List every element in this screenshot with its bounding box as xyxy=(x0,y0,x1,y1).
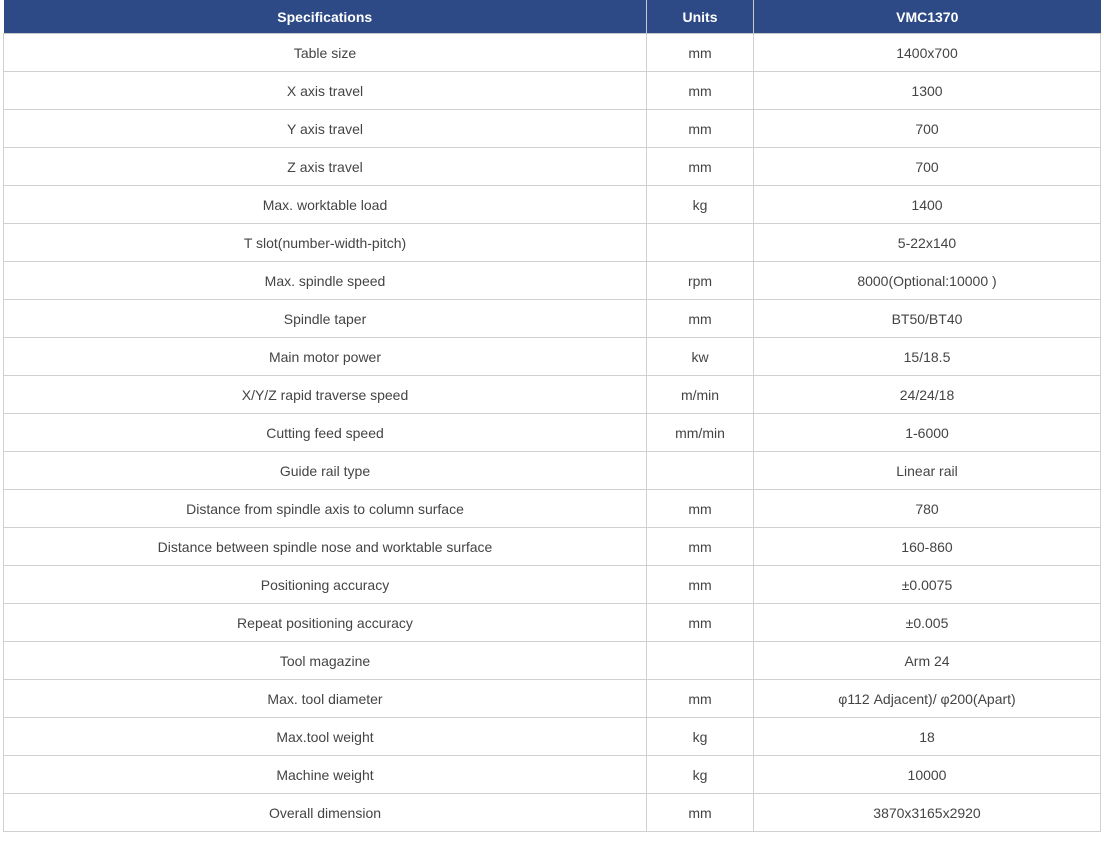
spec-name-cell: Repeat positioning accuracy xyxy=(4,604,647,642)
spec-unit-cell: mm xyxy=(647,148,754,186)
spec-name-cell: Guide rail type xyxy=(4,452,647,490)
specifications-table xyxy=(3,0,1101,832)
spec-value-cell: 780 xyxy=(754,490,1101,528)
spec-name-cell: Y axis travel xyxy=(4,110,647,148)
spec-name-cell: Z axis travel xyxy=(4,148,647,186)
table-row xyxy=(4,452,1101,490)
spec-unit-cell: m/min xyxy=(647,376,754,414)
table-row xyxy=(4,794,1101,832)
spec-value-cell: ±0.0075 xyxy=(754,566,1101,604)
table-row xyxy=(4,338,1101,376)
table-row xyxy=(4,376,1101,414)
spec-unit-cell: kw xyxy=(647,338,754,376)
spec-unit-cell: mm xyxy=(647,110,754,148)
spec-unit-cell: mm xyxy=(647,528,754,566)
table-row xyxy=(4,414,1101,452)
spec-value-cell: 3870x3165x2920 xyxy=(754,794,1101,832)
spec-name-cell: Table size xyxy=(4,34,647,72)
table-row xyxy=(4,300,1101,338)
spec-unit-cell xyxy=(647,224,754,262)
table-row xyxy=(4,528,1101,566)
spec-value-cell: 5-22x140 xyxy=(754,224,1101,262)
table-row xyxy=(4,34,1101,72)
spec-unit-cell: mm xyxy=(647,604,754,642)
spec-value-cell: 24/24/18 xyxy=(754,376,1101,414)
spec-name-cell: Distance from spindle axis to column surface xyxy=(4,490,647,528)
spec-value-cell: Linear rail xyxy=(754,452,1101,490)
spec-name-cell: Machine weight xyxy=(4,756,647,794)
spec-unit-cell: mm xyxy=(647,300,754,338)
spec-value-cell: BT50/BT40 xyxy=(754,300,1101,338)
spec-name-cell: Max. tool diameter xyxy=(4,680,647,718)
spec-name-cell: Max. worktable load xyxy=(4,186,647,224)
spec-unit-cell: kg xyxy=(647,756,754,794)
spec-value-cell: 18 xyxy=(754,718,1101,756)
spec-unit-cell xyxy=(647,452,754,490)
spec-value-cell: 8000(Optional:10000 ) xyxy=(754,262,1101,300)
spec-unit-cell: mm xyxy=(647,34,754,72)
spec-unit-cell: kg xyxy=(647,186,754,224)
spec-name-cell: Cutting feed speed xyxy=(4,414,647,452)
table-row xyxy=(4,566,1101,604)
spec-name-cell: X axis travel xyxy=(4,72,647,110)
header-model: VMC1370 xyxy=(754,0,1101,34)
table-row xyxy=(4,756,1101,794)
header-row xyxy=(4,0,1101,34)
table-row xyxy=(4,72,1101,110)
spec-name-cell: Spindle taper xyxy=(4,300,647,338)
table-row xyxy=(4,642,1101,680)
spec-value-cell: 15/18.5 xyxy=(754,338,1101,376)
spec-name-cell: Max.tool weight xyxy=(4,718,647,756)
spec-unit-cell: mm xyxy=(647,72,754,110)
table-row xyxy=(4,224,1101,262)
spec-name-cell: Overall dimension xyxy=(4,794,647,832)
spec-value-cell: 700 xyxy=(754,110,1101,148)
spec-unit-cell: mm/min xyxy=(647,414,754,452)
spec-name-cell: X/Y/Z rapid traverse speed xyxy=(4,376,647,414)
spec-unit-cell: rpm xyxy=(647,262,754,300)
spec-unit-cell: mm xyxy=(647,566,754,604)
table-row xyxy=(4,604,1101,642)
spec-unit-cell: mm xyxy=(647,490,754,528)
spec-value-cell: ±0.005 xyxy=(754,604,1101,642)
table-row xyxy=(4,262,1101,300)
spec-unit-cell: mm xyxy=(647,680,754,718)
spec-value-cell: Arm 24 xyxy=(754,642,1101,680)
spec-name-cell: Positioning accuracy xyxy=(4,566,647,604)
spec-value-cell: 160-860 xyxy=(754,528,1101,566)
spec-value-cell: 1400x700 xyxy=(754,34,1101,72)
spec-value-cell: 1400 xyxy=(754,186,1101,224)
table-row xyxy=(4,490,1101,528)
spec-value-cell: 1300 xyxy=(754,72,1101,110)
table-body xyxy=(4,34,1101,832)
spec-name-cell: Tool magazine xyxy=(4,642,647,680)
table-row xyxy=(4,680,1101,718)
table-row xyxy=(4,110,1101,148)
table-row xyxy=(4,718,1101,756)
spec-value-cell: φ112 Adjacent)/ φ200(Apart) xyxy=(754,680,1101,718)
spec-unit-cell: mm xyxy=(647,794,754,832)
spec-unit-cell: kg xyxy=(647,718,754,756)
spec-name-cell: T slot(number-width-pitch) xyxy=(4,224,647,262)
spec-value-cell: 1-6000 xyxy=(754,414,1101,452)
spec-value-cell: 700 xyxy=(754,148,1101,186)
spec-unit-cell xyxy=(647,642,754,680)
header-specifications: Specifications xyxy=(4,0,647,34)
header-units: Units xyxy=(647,0,754,34)
spec-name-cell: Main motor power xyxy=(4,338,647,376)
table-header xyxy=(4,0,1101,34)
table-row xyxy=(4,186,1101,224)
table-row xyxy=(4,148,1101,186)
spec-value-cell: 10000 xyxy=(754,756,1101,794)
spec-name-cell: Max. spindle speed xyxy=(4,262,647,300)
spec-name-cell: Distance between spindle nose and worktable surface xyxy=(4,528,647,566)
